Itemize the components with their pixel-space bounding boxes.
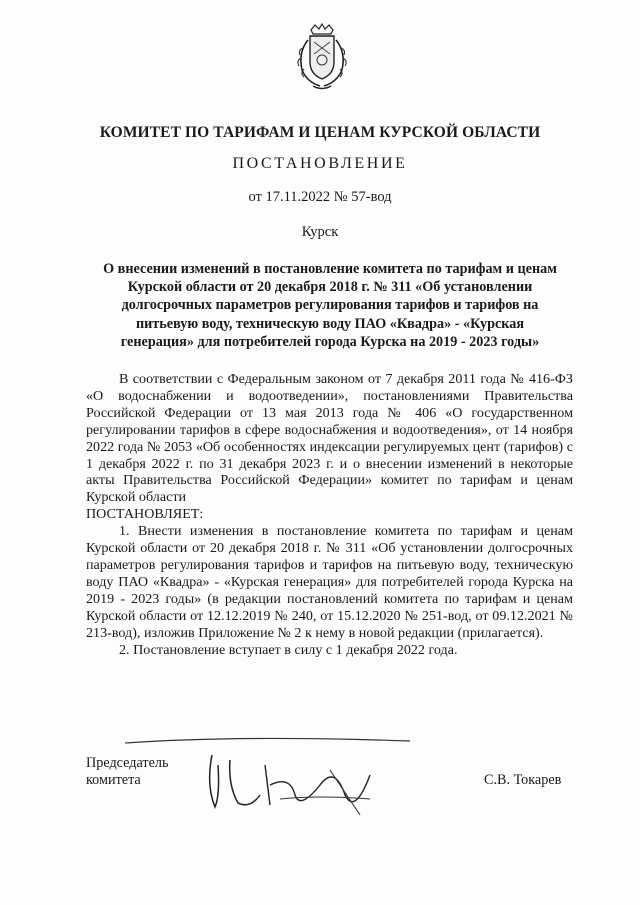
document-date-number: от 17.11.2022 № 57-вод [248,189,392,205]
title-line: генерация» для потребителей города Курска на 2019 - 2023 годы» [120,333,540,350]
coat-of-arms-icon [293,22,351,92]
document-body [86,371,573,658]
signer-position-line: комитета [86,772,141,788]
signer-name: С.В. Токарев [484,772,562,788]
document-type: ПОСТАНОВЛЕНИЕ [232,155,408,172]
resolves-word: ПОСТАНОВЛЯЕТ: [86,506,204,523]
item-2-paragraph: 2. Постановление вступает в силу с 1 декабря 2022 года. [119,641,458,658]
preamble-paragraph: В соответствии с Федеральным законом от 7 декабря 2011 года № 416-ФЗ «О водоснабжении и водоотведении», постановлениями Правительства Российской Федерации от 13 мая 2013 года № 406 «О государственном регулировании тарифов в сфере водоснабжения и водоотведения», от 14 ноября 2022 года № 2053 «Об особенностях индексации регулируемых цент (тарифов) с 1 декабря 2022 г. по 31 декабря 2023 г. и о внесении изменений в некоторые акты Правительства Российской Федерации» комитет по тарифам и ценам Курской области [86,371,573,506]
document-title [80,260,580,351]
title-line: Курской области от 20 декабря 2018 г. № 311 «Об установлении [127,279,533,296]
title-line: питьевую воду, техническую воду ПАО «Квадра» - «Курская [135,315,525,332]
document-city: Курск [301,224,339,240]
signer-position-line: Председатель [86,755,169,771]
item-1-paragraph: 1. Внести изменения в постановление комитета по тарифам и ценам Курской области от 20 декабря 2018 г. № 311 «Об установлении долгосрочных параметров регулирования тарифов и тарифов на питьевую воду, техническую воду ПАО «Квадра» - «Курская генерация» для потребителей города Курска на 2019 - 2023 годы» (в редакции постановлений комитета по тарифам и ценам Курской области от 12.12.2019 № 240, от 15.12.2020 № 251-вод, от 09.12.2021 № 213-вод), изложив Приложение № 2 к нему в новой редакции (прилагается). [86,523,573,641]
organization-name: КОМИТЕТ ПО ТАРИФАМ И ЦЕНАМ КУРСКОЙ ОБЛАСТИ [99,124,541,141]
title-line: О внесении изменений в постановление комитета по тарифам и ценам [103,261,557,277]
title-line: долгосрочных параметров регулирования тарифов и тарифов на [121,297,539,314]
signer-position [86,755,168,789]
